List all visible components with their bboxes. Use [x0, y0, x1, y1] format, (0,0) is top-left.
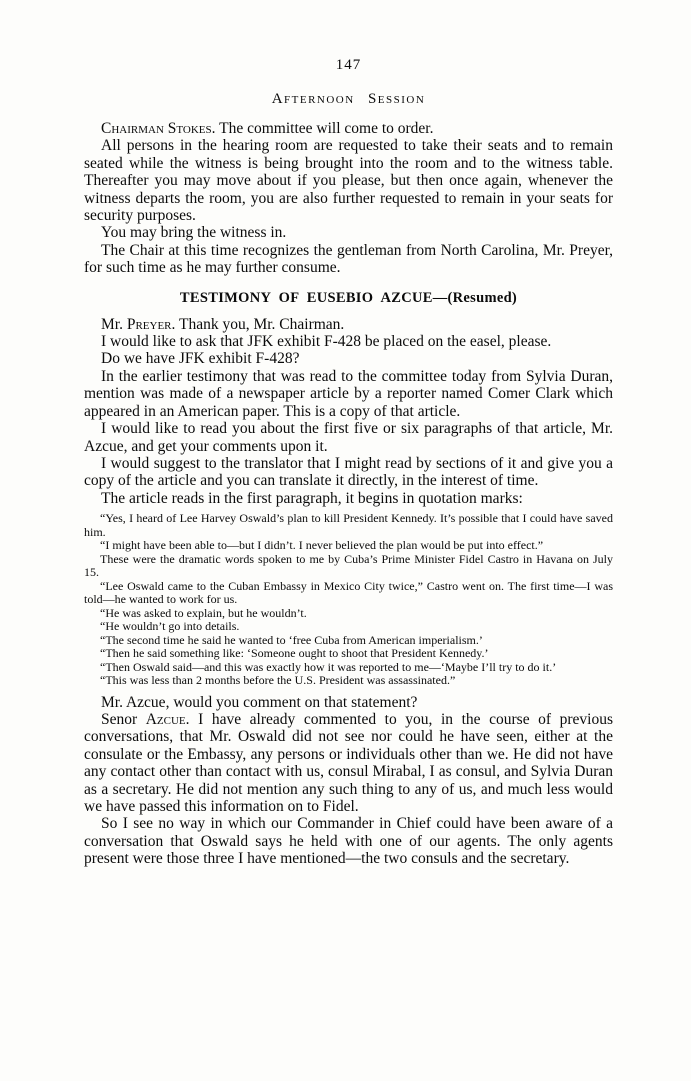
quoted-paragraph: “I might have been able to—but I didn’t. I never believed the plan would be put into effect.” [100, 538, 544, 553]
transcript-body-testimony [84, 316, 613, 507]
paragraph-mr-preyer: Mr. Preyer. Thank you, Mr. Chairman. [101, 315, 345, 333]
quoted-paragraph: “The second time he said he wanted to ‘free Cuba from American imperialism.’ [100, 632, 483, 647]
quoted-paragraph: “He wouldn’t go into details. [100, 619, 240, 634]
paragraph-chairman-stokes: Chairman Stokes. The committee will come to order. [101, 120, 434, 137]
paragraph: In the earlier testimony that was read to the committee today from Sylvia Duran, mention was made of a newspaper article by a reporter named Comer Clark which appeared in an American paper. This is a copy of that article. [84, 367, 613, 420]
paragraph: Mr. Azcue, would you comment on that statement? [101, 693, 418, 711]
speaker-name: Chairman Stokes [101, 120, 212, 137]
quoted-paragraph: “Then Oswald said—and this was exactly how it was reported to me—‘Maybe I’ll try to do it.’ [100, 659, 557, 674]
page-number: 147 [335, 57, 362, 73]
transcript-body-closing [84, 694, 613, 868]
quoted-paragraph: “Lee Oswald came to the Cuban Embassy in Mexico City twice,” Castro went on. The first time—I was told—he wanted to work for us. [84, 578, 613, 607]
paragraph: I would like to read you about the first five or six paragraphs of that article, Mr. Azcue, and get your comments upon it. [84, 420, 613, 455]
paragraph: So I see no way in which our Commander in Chief could have been aware of a conversation that Oswald says he held with one of our agents. The only agents present were those three I have mentioned—the two consuls and the secretary. [84, 815, 613, 868]
quoted-paragraph: “Yes, I heard of Lee Harvey Oswald’s plan to kill President Kennedy. It’s possible that I could have saved him. [84, 511, 613, 539]
quoted-paragraph: “He was asked to explain, but he wouldn’t. [100, 605, 307, 620]
testimony-heading: TESTIMONY OF EUSEBIO AZCUE—(Resumed) [179, 289, 518, 306]
paragraph: Do we have JFK exhibit F-428? [101, 350, 300, 368]
session-heading: Afternoon Session [271, 91, 426, 107]
paragraph: The Chair at this time recognizes the gentleman from North Carolina, Mr. Preyer, for such time as he may further consume. [84, 241, 613, 277]
speaker-name: Mr. Preyer [101, 315, 172, 333]
transcript-body [84, 120, 613, 277]
paragraph: The article reads in the first paragraph, it begins in quotation marks: [101, 489, 523, 507]
paragraph: All persons in the hearing room are requested to take their seats and to remain seated while the witness is being brought into the room and to the witness table. Thereafter you may move about if you please, but then once again, whenever the witness departs the room, you are also further requested to remain in your seats for security purposes. [84, 137, 613, 225]
paragraph: You may bring the witness in. [101, 224, 287, 242]
quoted-paragraph: “This was less than 2 months before the U.S. President was assassinated.” [100, 673, 456, 688]
quoted-article-block [84, 512, 613, 688]
quoted-paragraph: “Then he said something like: ‘Someone ought to shoot that President Kennedy.’ [100, 646, 489, 661]
paragraph: I would like to ask that JFK exhibit F-428 be placed on the easel, please. [101, 333, 552, 351]
paragraph: I would suggest to the translator that I might read by sections of it and give you a copy of the article and you can translate it directly, in the interest of time. [84, 454, 613, 490]
speaker-name: Senor Azcue [101, 711, 186, 729]
quoted-paragraph: These were the dramatic words spoken to me by Cuba’s Prime Minister Fidel Castro in Havana on July 15. [84, 551, 613, 580]
paragraph-senor-azcue: Senor Azcue. I have already commented to you, in the course of previous conversations, that Mr. Oswald did not see nor could he have seen, either at the consulate or the Embassy, any persons or individuals other than we. He did not have any contact other than contact with us, consul Mirabal, I as consul, and Sylvia Duran as a secretary. He did not mention any such thing to any of us, and much less would we have passed this information on to Fidel. [84, 711, 613, 816]
